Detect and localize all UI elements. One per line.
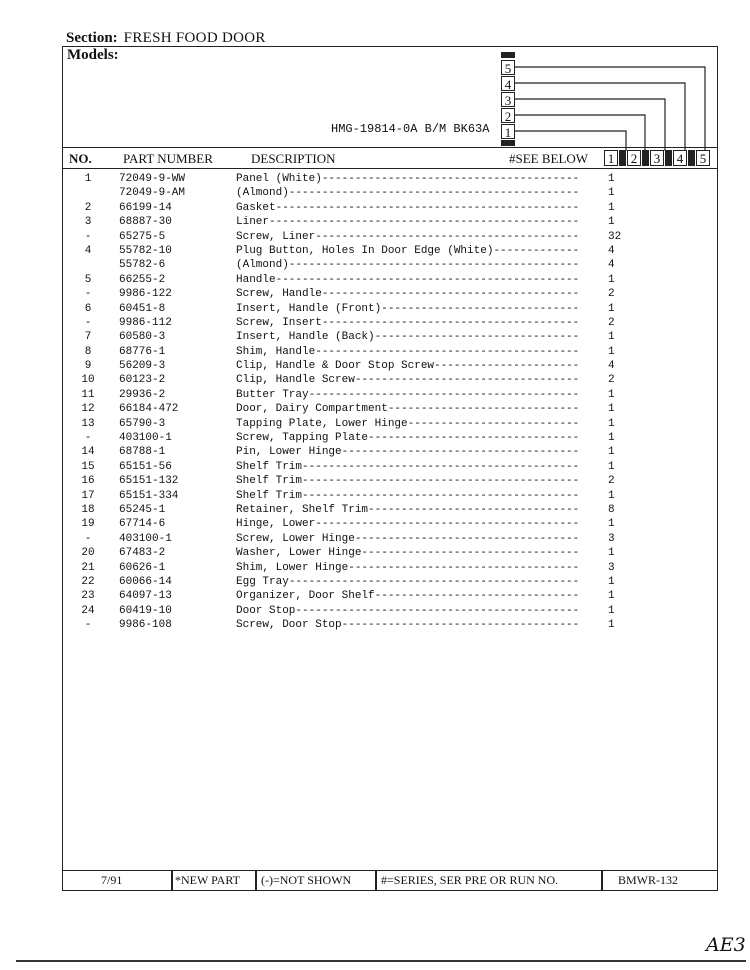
description-cell [236, 490, 579, 502]
footer-doc-code: BMWR-132 [618, 873, 678, 887]
header-col-separator [642, 150, 649, 166]
description-cell [236, 403, 579, 415]
description-cell [236, 346, 579, 358]
part-number: 9986-108 [119, 619, 172, 632]
description: Gasket [236, 201, 276, 214]
description: Screw, Handle [236, 288, 322, 301]
dot-leader: ---------------------------------- [354, 532, 580, 545]
table-row [63, 590, 717, 604]
description: (Almond) [236, 187, 289, 200]
part-number: 64097-13 [119, 590, 172, 603]
quantity: 1 [608, 187, 615, 200]
quantity: 1 [608, 547, 615, 560]
item-number: 11 [81, 388, 95, 401]
description-cell [236, 619, 579, 631]
table-row [63, 245, 717, 259]
table-row [63, 461, 717, 475]
description: Butter Tray [236, 388, 309, 401]
dot-leader: ------------------------------- [374, 331, 580, 344]
header-description: DESCRIPTION [251, 151, 336, 166]
quantity: 1 [608, 403, 615, 416]
table-header [63, 147, 717, 169]
table-row [63, 346, 717, 360]
description-cell [236, 202, 579, 214]
description-cell [236, 187, 579, 199]
part-number: 72049-9-WW [119, 173, 186, 185]
model-box-2: 2 [501, 108, 515, 123]
item-number: 13 [81, 417, 95, 430]
quantity: 1 [608, 460, 615, 473]
dot-leader: -------------------------- [407, 417, 580, 430]
part-number: 67714-6 [119, 518, 166, 531]
description: Pin, Lower Hinge [236, 446, 342, 459]
quantity: 1 [608, 302, 615, 315]
item-number: 10 [81, 374, 95, 387]
description: Screw, Tapping Plate [236, 432, 369, 445]
item-number: 21 [81, 561, 95, 574]
part-number: 60123-2 [119, 374, 166, 387]
table-row [63, 216, 717, 230]
part-number: 72049-9-AM [119, 187, 186, 200]
table-row [63, 418, 717, 432]
header-col-3: 3 [650, 150, 664, 166]
quantity: 1 [608, 446, 615, 459]
header-col-4: 4 [673, 150, 687, 166]
header-col-5: 5 [696, 150, 710, 166]
table-row [63, 374, 717, 388]
header-see-below: #SEE BELOW [509, 151, 589, 166]
quantity: 2 [608, 475, 615, 488]
part-number: 60626-1 [119, 561, 166, 574]
connector-4 [515, 83, 685, 151]
item-number: 1 [84, 173, 92, 185]
table-row [63, 605, 717, 619]
table-row [63, 259, 717, 273]
quantity: 2 [608, 374, 615, 387]
dot-leader: --------------------------------------- [321, 316, 580, 329]
quantity: 8 [608, 503, 615, 516]
part-number: 9986-112 [119, 316, 172, 329]
description: Washer, Lower Hinge [236, 547, 362, 560]
quantity: 1 [608, 273, 615, 286]
part-number: 66255-2 [119, 273, 166, 286]
description-cell [236, 605, 579, 617]
quantity: 4 [608, 244, 615, 257]
quantity: 1 [608, 489, 615, 502]
table-row [63, 475, 717, 489]
parts-list-frame [62, 46, 718, 891]
item-number: - [84, 432, 92, 445]
description: (Almond) [236, 259, 289, 272]
item-number: 23 [81, 590, 95, 603]
table-row [63, 274, 717, 288]
models-label: Models: [67, 47, 119, 63]
model-box-4: 4 [501, 76, 515, 91]
item-number: 3 [84, 216, 92, 229]
table-row [63, 490, 717, 504]
description-cell [236, 331, 579, 343]
dot-leader: ------------------------------------------- [295, 604, 580, 617]
description-cell [236, 231, 579, 243]
dot-leader: ------------------------------------ [341, 446, 580, 459]
dot-leader: -------------------------------------------- [288, 187, 580, 200]
description: Shim, Lower Hinge [236, 561, 349, 574]
header-no: NO. [69, 151, 92, 166]
footer-new-part: *NEW PART [175, 873, 240, 887]
part-number: 68776-1 [119, 345, 166, 358]
quantity: 1 [608, 432, 615, 445]
item-number: 22 [81, 575, 95, 588]
description: Shim, Handle [236, 345, 316, 358]
description-cell [236, 374, 579, 386]
section-label: Section: [66, 30, 118, 46]
description: Screw, Lower Hinge [236, 532, 355, 545]
part-number: 60066-14 [119, 575, 172, 588]
table-row [63, 202, 717, 216]
part-number: 56209-3 [119, 360, 166, 373]
item-number: 17 [81, 489, 95, 502]
item-number: 12 [81, 403, 95, 416]
header-col-separator [688, 150, 695, 166]
part-number: 68788-1 [119, 446, 166, 459]
quantity: 32 [608, 230, 622, 243]
description: Insert, Handle (Front) [236, 302, 382, 315]
description-cell [236, 303, 579, 315]
description: Door Stop [236, 604, 296, 617]
dot-leader: ---------------------------------- [354, 374, 580, 387]
table-row [63, 303, 717, 317]
footer-separator [375, 871, 377, 890]
quantity: 1 [608, 417, 615, 430]
description: Screw, Liner [236, 230, 316, 243]
item-number: 4 [84, 244, 92, 257]
item-number: 15 [81, 460, 95, 473]
description-cell [236, 446, 579, 458]
footer-date: 7/91 [101, 873, 123, 887]
item-number: 16 [81, 475, 95, 488]
dot-leader: ----------------------------------------- [308, 388, 580, 401]
table-row [63, 331, 717, 345]
table-row [63, 403, 717, 417]
item-number: 9 [84, 360, 92, 373]
header-part-number: PART NUMBER [123, 151, 213, 166]
part-number: 55782-10 [119, 244, 172, 257]
table-row [63, 446, 717, 460]
footer-series: #=SERIES, SER PRE OR RUN NO. [381, 873, 559, 887]
item-number: 14 [81, 446, 95, 459]
part-number: 65151-56 [119, 460, 172, 473]
description: Tapping Plate, Lower Hinge [236, 417, 408, 430]
quantity: 1 [608, 331, 615, 344]
footer-separator [171, 871, 173, 890]
quantity: 1 [608, 590, 615, 603]
description: Screw, Insert [236, 316, 322, 329]
item-number: 5 [84, 273, 92, 286]
item-number: 6 [84, 302, 92, 315]
dot-leader: ------------------------------ [381, 302, 580, 315]
quantity: 3 [608, 561, 615, 574]
table-row [63, 533, 717, 547]
description-cell [236, 317, 579, 329]
part-number: 403100-1 [119, 532, 172, 545]
item-number: 19 [81, 518, 95, 531]
part-number: 66199-14 [119, 201, 172, 214]
description-cell [236, 274, 579, 286]
part-number: 9986-122 [119, 288, 172, 301]
header-col-separator [619, 150, 626, 166]
item-number: - [84, 619, 92, 632]
connector-5 [515, 67, 705, 151]
quantity: 1 [608, 604, 615, 617]
quantity: 1 [608, 518, 615, 531]
table-row [63, 504, 717, 518]
section-value: FRESH FOOD DOOR [123, 30, 266, 46]
quantity: 1 [608, 216, 615, 229]
quantity: 3 [608, 532, 615, 545]
dot-leader: ---------------------- [434, 360, 580, 373]
table-row [63, 173, 717, 187]
table-row [63, 562, 717, 576]
dot-leader: ---------------------------------------------- [275, 273, 580, 286]
description-cell [236, 216, 579, 228]
part-number: 403100-1 [119, 432, 172, 445]
dot-leader: ----------------------------------- [348, 561, 580, 574]
description-cell [236, 461, 579, 473]
model-box-5: 5 [501, 60, 515, 75]
description: Shelf Trim [236, 489, 303, 502]
model-box-3: 3 [501, 92, 515, 107]
description-cell [236, 418, 579, 430]
description-cell [236, 173, 579, 185]
description: Plug Button, Holes In Door Edge (White) [236, 244, 494, 257]
item-number: 8 [84, 345, 92, 358]
dot-leader: ------------- [493, 244, 580, 257]
dot-leader: -------------------------------------------- [288, 575, 580, 588]
quantity: 1 [608, 388, 615, 401]
description: Egg Tray [236, 575, 289, 588]
description: Retainer, Shelf Trim [236, 503, 369, 516]
bottom-rule [16, 960, 746, 962]
table-row [63, 187, 717, 201]
dot-leader: ---------------------------------------- [315, 230, 580, 243]
dot-leader: ------------------------------------ [341, 619, 580, 632]
dot-leader: ------------------------------------------ [302, 475, 580, 488]
part-number: 60451-8 [119, 302, 166, 315]
description-cell [236, 259, 579, 271]
quantity: 2 [608, 316, 615, 329]
item-number: - [84, 316, 92, 329]
description-cell [236, 533, 579, 545]
table-row [63, 389, 717, 403]
part-number: 29936-2 [119, 388, 166, 401]
table-row [63, 432, 717, 446]
description: Hinge, Lower [236, 518, 316, 531]
item-number: - [84, 532, 92, 545]
dot-leader: ---------------------------------------- [315, 345, 580, 358]
description: Organizer, Door Shelf [236, 590, 375, 603]
item-number: 2 [84, 201, 92, 214]
description-cell [236, 504, 579, 516]
description-cell [236, 475, 579, 487]
description-cell [236, 576, 579, 588]
table-row [63, 619, 717, 633]
quantity: 4 [608, 259, 615, 272]
item-number: 24 [81, 604, 95, 617]
table-row [63, 547, 717, 561]
table-row [63, 288, 717, 302]
quantity: 1 [608, 619, 615, 632]
description: Handle [236, 273, 276, 286]
part-number: 60580-3 [119, 331, 166, 344]
description-cell [236, 245, 579, 257]
part-number: 60419-10 [119, 604, 172, 617]
footer [63, 870, 717, 890]
dot-leader: --------------------------------- [361, 547, 580, 560]
quantity: 1 [608, 173, 615, 185]
description-cell [236, 360, 579, 372]
description-cell [236, 288, 579, 300]
footer-not-shown: (-)=NOT SHOWN [261, 873, 352, 887]
dot-leader: -------------------------------- [368, 432, 580, 445]
description: Insert, Handle (Back) [236, 331, 375, 344]
part-number: 68887-30 [119, 216, 172, 229]
description-cell [236, 562, 579, 574]
description: Clip, Handle Screw [236, 374, 355, 387]
description: Clip, Handle & Door Stop Screw [236, 360, 435, 373]
table-row [63, 360, 717, 374]
dot-leader: ------------------------------------------ [302, 489, 580, 502]
model-code: HMG-19814-0A B/M BK63A [331, 122, 490, 136]
footer-separator [255, 871, 257, 890]
item-number: 18 [81, 503, 95, 516]
model-box-1: 1 [501, 124, 515, 139]
quantity: 1 [608, 575, 615, 588]
header-col-separator [665, 150, 672, 166]
item-number: 7 [84, 331, 92, 344]
part-number: 67483-2 [119, 547, 166, 560]
part-number: 55782-6 [119, 259, 166, 272]
section-line [66, 30, 266, 47]
description-cell [236, 518, 579, 530]
description: Shelf Trim [236, 460, 303, 473]
description-cell [236, 389, 579, 401]
handwritten-page-mark: AE3 [706, 934, 746, 956]
header-col-1: 1 [604, 150, 618, 166]
part-number: 65790-3 [119, 417, 166, 430]
quantity: 4 [608, 360, 615, 373]
description: Liner [236, 216, 270, 229]
description-cell [236, 432, 579, 444]
description: Screw, Door Stop [236, 619, 342, 632]
table-row [63, 518, 717, 532]
item-number: - [84, 230, 92, 243]
dot-leader: -------------------------------------------- [288, 259, 580, 272]
part-number: 65245-1 [119, 503, 166, 516]
table-row [63, 576, 717, 590]
table-row [63, 317, 717, 331]
description-cell [236, 547, 579, 559]
part-number: 65151-334 [119, 489, 179, 502]
connector-3 [515, 99, 665, 151]
table-row [63, 231, 717, 245]
parts-list [63, 173, 717, 634]
item-number: - [84, 288, 92, 301]
description-cell [236, 590, 579, 602]
description: Panel (White) [236, 173, 322, 185]
part-number: 65151-132 [119, 475, 179, 488]
dot-leader: ---------------------------------------------- [275, 201, 580, 214]
description: Door, Dairy Compartment [236, 403, 388, 416]
quantity: 1 [608, 345, 615, 358]
part-number: 65275-5 [119, 230, 166, 243]
quantity: 1 [608, 201, 615, 214]
header-col-2: 2 [627, 150, 641, 166]
description: Shelf Trim [236, 475, 303, 488]
footer-separator [601, 871, 603, 890]
item-number: 20 [81, 547, 95, 560]
dot-leader: ------------------------------- [374, 590, 580, 603]
dot-leader: ------------------------------------------ [302, 460, 580, 473]
dot-leader: --------------------------------------- [321, 173, 580, 185]
part-number: 66184-472 [119, 403, 179, 416]
quantity: 2 [608, 288, 615, 301]
dot-leader: ---------------------------------------- [315, 518, 580, 531]
dot-leader: ----------------------------------------------- [269, 216, 580, 229]
dot-leader: --------------------------------------- [321, 288, 580, 301]
dot-leader: -------------------------------- [368, 503, 580, 516]
dot-leader: ----------------------------- [387, 403, 580, 416]
